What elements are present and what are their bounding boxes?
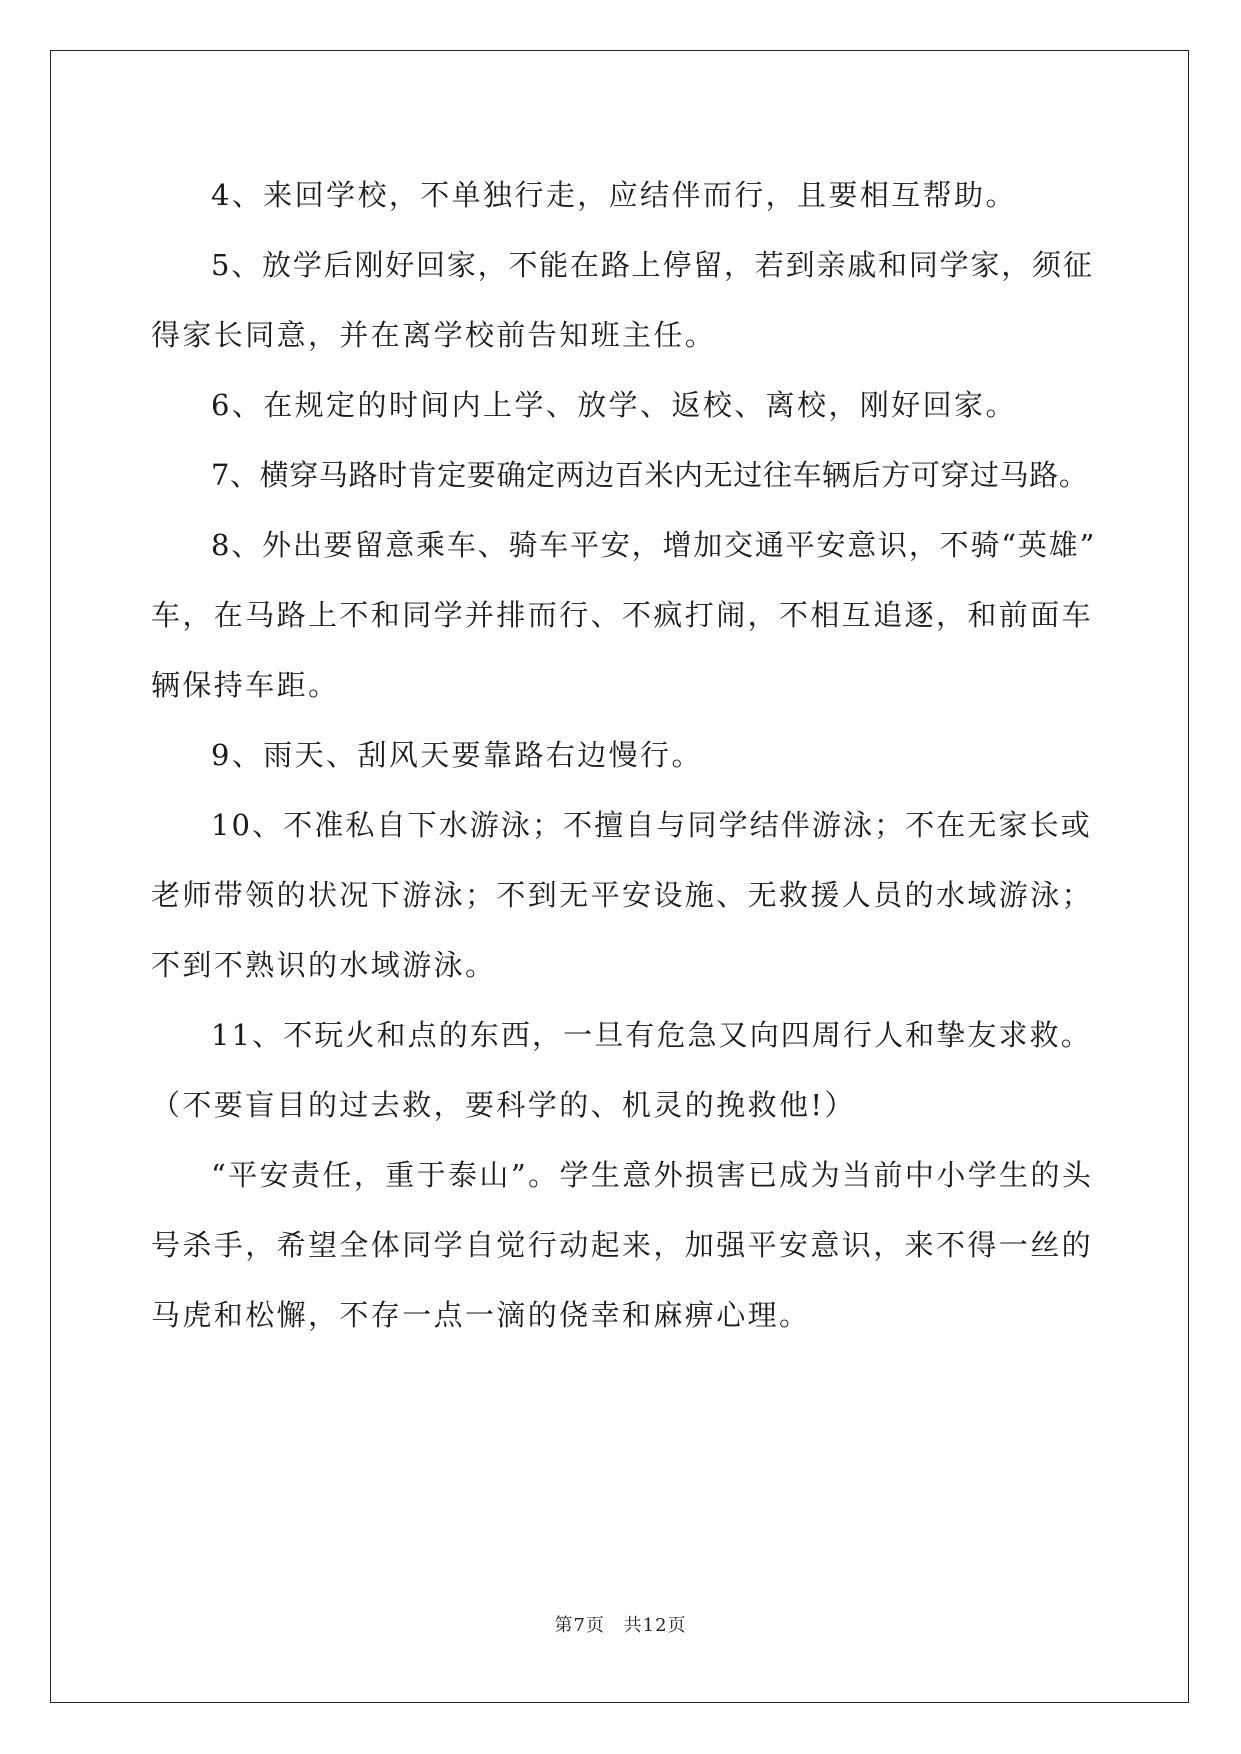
- text-line: 辆保持车距。: [151, 668, 340, 702]
- paragraph-11: [151, 1000, 1096, 1140]
- paragraph-8: [151, 510, 1096, 720]
- text-line: 4、来回学校，不单独行走，应结伴而行，且要相互帮助。: [211, 178, 1017, 212]
- paragraph-6: [151, 370, 1096, 440]
- text-line: “平安责任，重于泰山”。学生意外损害已成为当前中小学生的头: [211, 1158, 1094, 1192]
- text-line: 8、外出要留意乘车、骑车平安，增加交通平安意识，不骑“英雄”: [211, 528, 1097, 562]
- text-line: 老师带领的状况下游泳；不到无平安设施、无救援人员的水域游泳；: [151, 878, 1094, 912]
- closing-paragraph: [151, 1140, 1096, 1350]
- text-line: 7、横穿马路时肯定要确定两边百米内无过往车辆后方可穿过马路。: [211, 458, 1089, 492]
- text-line: 6、在规定的时间内上学、放学、返校、离校，刚好回家。: [211, 388, 1017, 422]
- text-line: （不要盲目的过去救，要科学的、机灵的挽救他!）: [151, 1088, 856, 1122]
- page-total: 共12页: [623, 1615, 687, 1636]
- paragraph-10: [151, 790, 1096, 1000]
- text-line: 9、雨天、刮风天要靠路右边慢行。: [211, 738, 703, 772]
- paragraph-5: [151, 230, 1096, 370]
- text-line: 得家长同意，并在离学校前告知班主任。: [151, 318, 717, 352]
- paragraph-4: [151, 160, 1096, 230]
- text-line: 马虎和松懈，不存一点一滴的侥幸和麻痹心理。: [151, 1298, 811, 1332]
- text-line: 11、不玩火和点的东西，一旦有危急又向四周行人和挚友求救。: [211, 1018, 1092, 1052]
- text-line: 5、放学后刚好回家，不能在路上停留，若到亲戚和同学家，须征: [211, 248, 1094, 282]
- text-line: 号杀手，希望全体同学自觉行动起来，加强平安意识，来不得一丝的: [151, 1228, 1094, 1262]
- text-line: 10、不准私自下水游泳；不擅自与同学结伴游泳；不在无家长或: [211, 808, 1092, 842]
- page-footer: [0, 1611, 1241, 1637]
- document-body: [151, 160, 1096, 1350]
- paragraph-7: [151, 440, 1096, 510]
- paragraph-9: [151, 720, 1096, 790]
- text-line: 车，在马路上不和同学并排而行、不疯打闹，不相互追逐，和前面车: [151, 598, 1094, 632]
- text-line: 不到不熟识的水域游泳。: [151, 948, 497, 982]
- page-number: 第7页: [554, 1615, 605, 1636]
